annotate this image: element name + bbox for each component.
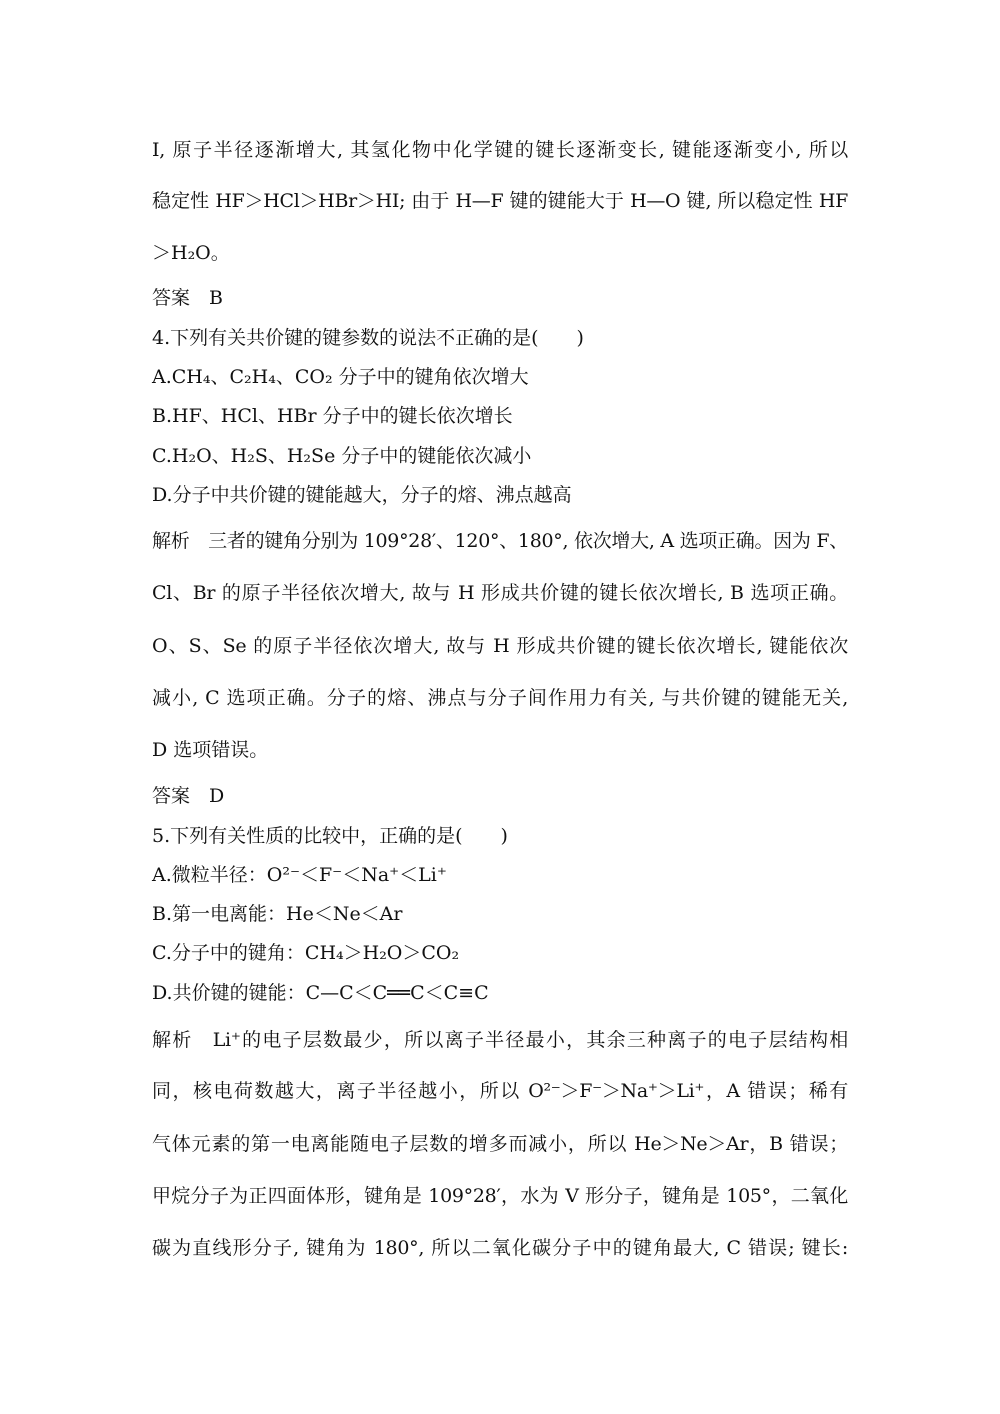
text-line: Cl、Br 的原子半径依次增大, 故与 H 形成共价键的键长依次增长, B 选项正确。 (152, 582, 848, 604)
text-line: B.第一电离能：He＜Ne＜Ar (152, 903, 403, 925)
text-line: D.共价键的键能：C—C＜C══C＜C≡C (152, 982, 489, 1004)
text-line: O、S、Se 的原子半径依次增大, 故与 H 形成共价键的键长依次增长, 键能依次 (152, 635, 848, 657)
text-line: 甲烷分子为正四面体形，键角是 109°28′，水为 V 形分子，键角是 105°，二氧化 (152, 1185, 848, 1207)
text-line: A.微粒半径：O²⁻＜F⁻＜Na⁺＜Li⁺ (152, 864, 447, 886)
text-line: 4.下列有关共价键的键参数的说法不正确的是( ) (152, 327, 584, 349)
text-line: I, 原子半径逐渐增大, 其氢化物中化学键的键长逐渐变长, 键能逐渐变小, 所以 (152, 139, 848, 161)
text-line: C.H₂O、H₂S、H₂Se 分子中的键能依次减小 (152, 445, 532, 467)
text-line: B.HF、HCl、HBr 分子中的键长依次增长 (152, 405, 513, 427)
text-line: 解析 Li⁺的电子层数最少，所以离子半径最小，其余三种离子的电子层结构相 (152, 1029, 848, 1051)
text-line: ＞H₂O。 (152, 242, 230, 264)
text-line: 5.下列有关性质的比较中，正确的是( ) (152, 825, 508, 847)
text-line: 答案 B (152, 287, 223, 309)
text-line: 稳定性 HF＞HCl＞HBr＞HI; 由于 H—F 键的键能大于 H—O 键, 所以稳定性 HF (152, 190, 848, 212)
text-line: 解析 三者的键角分别为 109°28′、120°、180°, 依次增大, A 选项正确。因为 F、 (152, 530, 848, 552)
text-line: C.分子中的键角：CH₄＞H₂O＞CO₂ (152, 942, 460, 964)
text-line: 答案 D (152, 785, 225, 807)
text-line: D 选项错误。 (152, 739, 269, 761)
text-line: 气体元素的第一电离能随电子层数的增多而减小，所以 He＞Ne＞Ar，B 错误； (152, 1133, 848, 1155)
text-line: A.CH₄、C₂H₄、CO₂ 分子中的键角依次增大 (152, 366, 529, 388)
text-line: D.分子中共价键的键能越大，分子的熔、沸点越高 (152, 484, 572, 506)
text-line: 减小, C 选项正确。分子的熔、沸点与分子间作用力有关, 与共价键的键能无关, (152, 687, 848, 709)
text-line: 同，核电荷数越大，离子半径越小，所以 O²⁻＞F⁻＞Na⁺＞Li⁺，A 错误；稀有 (152, 1080, 849, 1102)
text-line: 碳为直线形分子, 键角为 180°, 所以二氧化碳分子中的键角最大, C 错误; 键长: (152, 1237, 848, 1259)
